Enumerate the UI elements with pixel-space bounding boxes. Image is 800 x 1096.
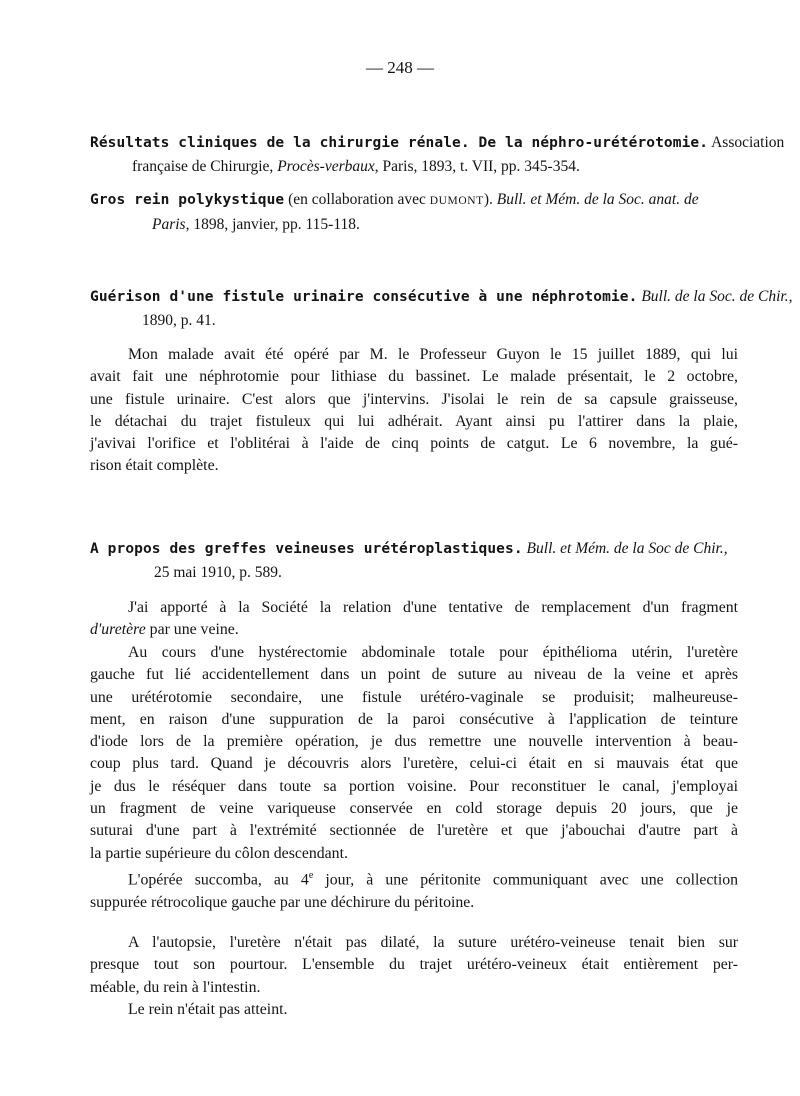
bibliography-entry-4: A propos des greffes veineuses urétéroplastiques. Bull. et Mém. de la Soc de Chir., 25 mai 1910, p. 589. (90, 540, 728, 581)
entry-title: A propos des greffes veineuses urétéroplastiques. (90, 541, 523, 557)
entry-4-paragraph-2: Au cours d'une hystérectomie abdominale totale pour épithélioma utérin, l'uretère gauche fut lié accidentellement dans un point de suture au niveau de la veine et après une urétérotomie secondaire, une fistule urétéro-vaginale se produisit; malheureuse- ment, en raison d'une suppuration de la paroi consécutive à l'application de teinture d'iode lors de la première opération, je dus remettre une nouvelle intervention à beau- coup plus tard. Quand je découvris alors l'uretère, celui-ci était en si mauvais état que je dus le réséquer dans toute sa portion voisine. Pour reconstituer le canal, j'employai un fragment de veine variqueuse conservée en cold storage depuis 20 jours, que je suturai d'une part à l'extrémité sectionnée de l'uretère et que j'abouchai d'autre part à la partie supérieure du côlon descendant. (90, 644, 738, 862)
author-name: DUMONT (429, 195, 484, 207)
bibliography-entry-3: Guérison d'une fistule urinaire consécutive à une néphrotomie. Bull. de la Soc. de Chir., 1890, p. 41. (90, 288, 793, 329)
entry-3-paragraph: Mon malade avait été opéré par M. le Professeur Guyon le 15 juillet 1889, qui lui avait fait une néphrotomie pour lithiase du bassinet. Le malade présentait, le 2 octobre, une fistule urinaire. C'est alors que j'intervins. J'isolai le rein de sa capsule graisseuse, le détachai du trajet fistuleux qui lui adhérait. Ayant ainsi pu l'attirer dans la plaie, j'avivai l'orifice et l'oblitérai à l'aide de cinq points de catgut. Le 6 novembre, la gué- rison était complète. (90, 346, 738, 475)
entry-4-paragraph-1: J'ai apporté à la Société la relation d'une tentative de remplacement d'un fragment d'uretère par une veine. (90, 599, 738, 639)
entry-title: Résultats cliniques de la chirurgie rénale. De la néphro-urétérotomie. (90, 135, 709, 151)
entry-title: Gros rein polykystique (90, 192, 285, 208)
bibliography-entry-2: Gros rein polykystique (en collaboration avec DUMONT). Bull. et Mém. de la Soc. anat. de Paris, 1898, janvier, pp. 115-118. (90, 191, 699, 233)
page-number: — 248 — (366, 58, 434, 77)
entry-4-paragraph-5: Le rein n'était pas atteint. (128, 1001, 288, 1018)
entry-4-paragraph-3: L'opérée succomba, au 4e jour, à une péritonite communiquant avec une collection suppurée rétrocolique gauche par une déchirure du péritoine. (90, 870, 738, 911)
bibliography-entry-1: Résultats cliniques de la chirurgie rénale. De la néphro-urétérotomie. Association française de Chirurgie, Procès-verbaux, Paris, 1893, t. VII, pp. 345-354. (90, 134, 785, 175)
entry-4-paragraph-4: A l'autopsie, l'uretère n'était pas dilaté, la suture urétéro-veineuse tenait bien sur presque tout son pourtour. L'ensemble du trajet urétéro-veineux était entièrement per- méable, du rein à l'intestin. (90, 934, 738, 996)
entry-title: Guérison d'une fistule urinaire consécutive à une néphrotomie. (90, 289, 638, 305)
